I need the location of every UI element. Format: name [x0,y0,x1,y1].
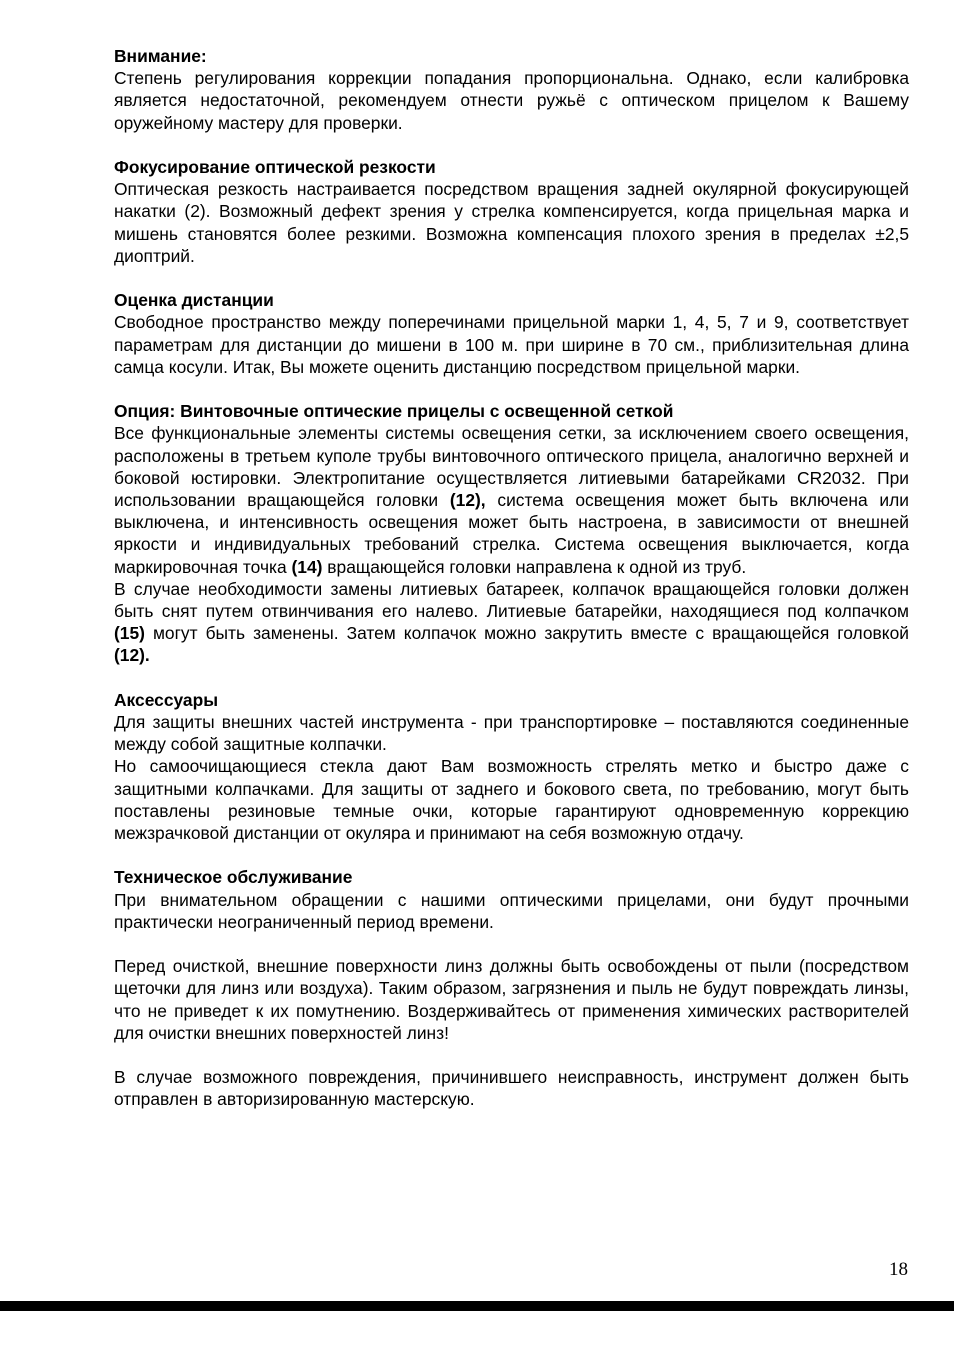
paragraph-illumination-text-2: система освещения может быть включена или выключена, и интенсивность освещения может быть настроена, в зависимости от внешней яркости и индивидуальных требований стрелка. Система освещения выключается, когда маркировочная точка [114,490,909,577]
paragraph-maintenance-cleaning: Перед очисткой, внешние поверхности линз должны быть освобождены от пыли (посредством щеточки для линз или воздуха). Таким образом, загрязнения и пыль не будут повреждать линзы, что не приведет к их помутнению. Воздерживайтесь от применения химических растворителей для очистки внешних поверхностей линз! [114,956,909,1043]
paragraph-battery-replacement [114,578,909,667]
section-heading-accessories: Аксессуары [114,689,219,710]
page-number: 18 [889,1259,908,1280]
footer-rule [0,1301,954,1311]
page-body [114,45,909,1133]
section-distance-estimation [114,289,909,378]
section-focusing [114,156,909,267]
paragraph-maintenance-care: При внимательном обращении с нашими оптическими прицелами, они будут прочными практически неограниченный период времени. [114,889,909,932]
reference-12: (12), [449,490,486,511]
section-heading-distance-estimation: Оценка дистанции [114,290,274,311]
reference-12-end: (12). [114,645,150,666]
paragraph-accessories-lenses: Но самоочищающиеся стекла дают Вам возможность стрелять метко и быстро даже с защитными колпачками. Для защиты от заднего и бокового света, по требованию, могут быть поставлены резиновые темные очки, которые гарантируют одновременную коррекцию межзрачковой дистанции от окуляра и принимают на себя возможную отдачу. [114,756,909,844]
section-heading-attention: Внимание: [114,46,207,66]
section-maintenance [114,866,909,933]
paragraph-maintenance-repair: В случае возможного повреждения, причинившего неисправность, инструмент должен быть отправлен в авторизированную мастерскую. [114,1067,909,1110]
section-attention [114,45,909,134]
paragraph-battery-text-1: В случае необходимости замены литиевых батареек, колпачок вращающейся головки должен быть снят путем отвинчивания его налево. Литиевые батарейки, находящиеся под колпачком [114,578,909,622]
paragraph-illumination-text-1: Все функциональные элементы системы освещения сетки, за исключением своего освещения, расположены в третьем куполе трубы винтовочного оптического прицела, аналогично верхней и боковой юстировки. Электропитание осуществляется литиевыми батарейками CR2032. При использовании вращающейся головки [114,423,909,511]
section-heading-maintenance: Техническое обслуживание [114,867,353,888]
section-heading-illuminated-reticle: Опция: Винтовочные оптические прицелы с освещенной сеткой [114,401,674,422]
paragraph-illumination-system [114,422,909,577]
section-illuminated-reticle [114,400,909,666]
reference-14: (14) [291,556,323,577]
section-accessories [114,689,909,844]
paragraph-focusing: Оптическая резкость настраивается посредством вращения задней окулярной фокусирующей накатки (2). Возможный дефект зрения у стрелка компенсируется, когда прицельная марка и мишень становятся более резкими. Возможна компенсация плохого зрения в пределах ±2,5 диоптрий. [114,179,909,266]
section-maintenance-cleaning [114,955,909,1044]
paragraph-illumination-text-3: вращающейся головки направлена к одной из труб. [327,556,747,577]
paragraph-distance-estimation: Свободное пространство между поперечинами прицельной марки 1, 4, 5, 7 и 9, соответствует параметрам для дистанции до мишени в 100 м. при ширине в 70 см., приблизительная длина самца косули. Итак, Вы можете оценить дистанцию посредством прицельной марки. [114,312,909,377]
paragraph-accessories-caps: Для защиты внешних частей инструмента - при транспортировке – поставляются соединенные между собой защитные колпачки. [114,712,909,755]
reference-15: (15) [114,623,145,644]
section-maintenance-repair [114,1066,909,1110]
section-heading-focusing: Фокусирование оптической резкости [114,157,436,177]
paragraph-attention: Степень регулирования коррекции попадания пропорциональна. Однако, если калибровка является недостаточной, рекомендуем отнести ружьё с оптическом прицелом к Вашему оружейному мастеру для проверки. [114,68,909,133]
paragraph-battery-text-2: могут быть заменены. Затем колпачок можно закрутить вместе с вращающейся головкой [152,623,909,644]
